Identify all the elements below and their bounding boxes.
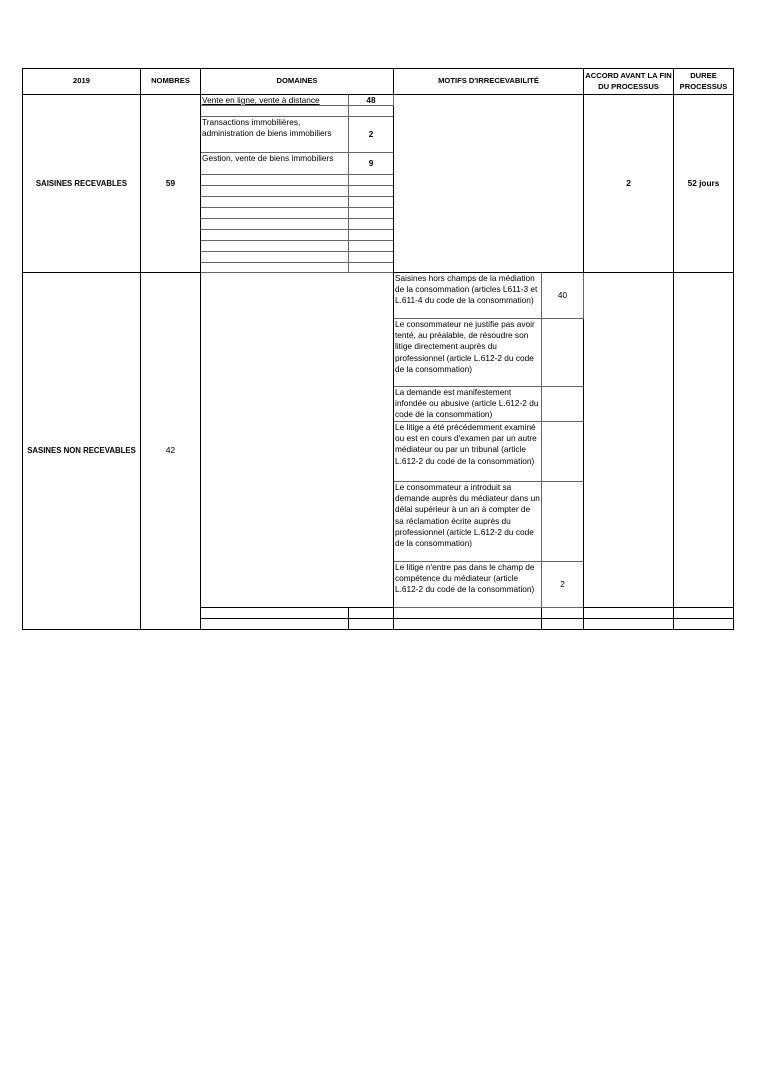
motif-text: Le litige n'entre pas dans le champ de compétence du médiateur (article L.612-2 du code de la consommation): [394, 562, 542, 608]
header-row: [23, 69, 734, 95]
table-row: [23, 273, 734, 319]
non-recevables-label: SASINES NON RECEVABLES: [23, 273, 141, 630]
recevables-accord: 2: [584, 95, 674, 273]
recevables-label: SAISINES RECEVABLES: [23, 95, 141, 273]
motif-count: [542, 422, 584, 482]
header-year: 2019: [23, 69, 141, 95]
recevables-motifs-empty: [394, 95, 584, 273]
mediation-statistics-table: [22, 68, 734, 630]
motif-text: Saisines hors champs de la médiation de la consommation (articles L611-3 et L.611-4 du code de la consommation): [394, 273, 542, 319]
motif-count: 2: [542, 562, 584, 608]
motif-text: Le consommateur a introduit sa demande auprès du médiateur dans un délai supérieur à un an à compter de sa réclamation écrite auprès du professionnel (article L.612-2 du code de la consommation): [394, 482, 542, 562]
motif-text: Le litige a été précédemment examiné ou est en cours d'examen par un autre médiateur ou par un tribunal (article L.612-2 du code de la consommation): [394, 422, 542, 482]
motif-text: Le consommateur ne justifie pas avoir tenté, au préalable, de résoudre son litige directement auprès du professionnel (article L.612-2 du code de la consommation): [394, 319, 542, 387]
motif-count: [542, 319, 584, 387]
domain-name: Transactions immobilières, administration de biens immobiliers: [201, 117, 349, 153]
table-row: [23, 95, 734, 106]
header-duree: DUREE PROCESSUS: [674, 69, 734, 95]
recevables-count: 59: [141, 95, 201, 273]
domain-name: Gestion, vente de biens immobiliers: [201, 153, 349, 175]
header-accord: ACCORD AVANT LA FIN DU PROCESSUS: [584, 69, 674, 95]
motif-count: [542, 387, 584, 422]
domain-count: 48: [349, 95, 394, 106]
motif-count: 40: [542, 273, 584, 319]
non-recevables-count: 42: [141, 273, 201, 630]
domain-name: Vente en ligne, vente à distance: [201, 95, 349, 106]
domain-count: 9: [349, 153, 394, 175]
non-recevables-domains-empty: [201, 273, 394, 608]
motif-text: La demande est manifestement infondée ou abusive (article L.612-2 du code de la consommation): [394, 387, 542, 422]
header-motifs: MOTIFS D'IRRECEVABILITÉ: [394, 69, 584, 95]
header-domaines: DOMAINES: [201, 69, 394, 95]
motif-count: [542, 482, 584, 562]
recevables-duree: 52 jours: [674, 95, 734, 273]
header-nombres: NOMBRES: [141, 69, 201, 95]
domain-count: 2: [349, 117, 394, 153]
